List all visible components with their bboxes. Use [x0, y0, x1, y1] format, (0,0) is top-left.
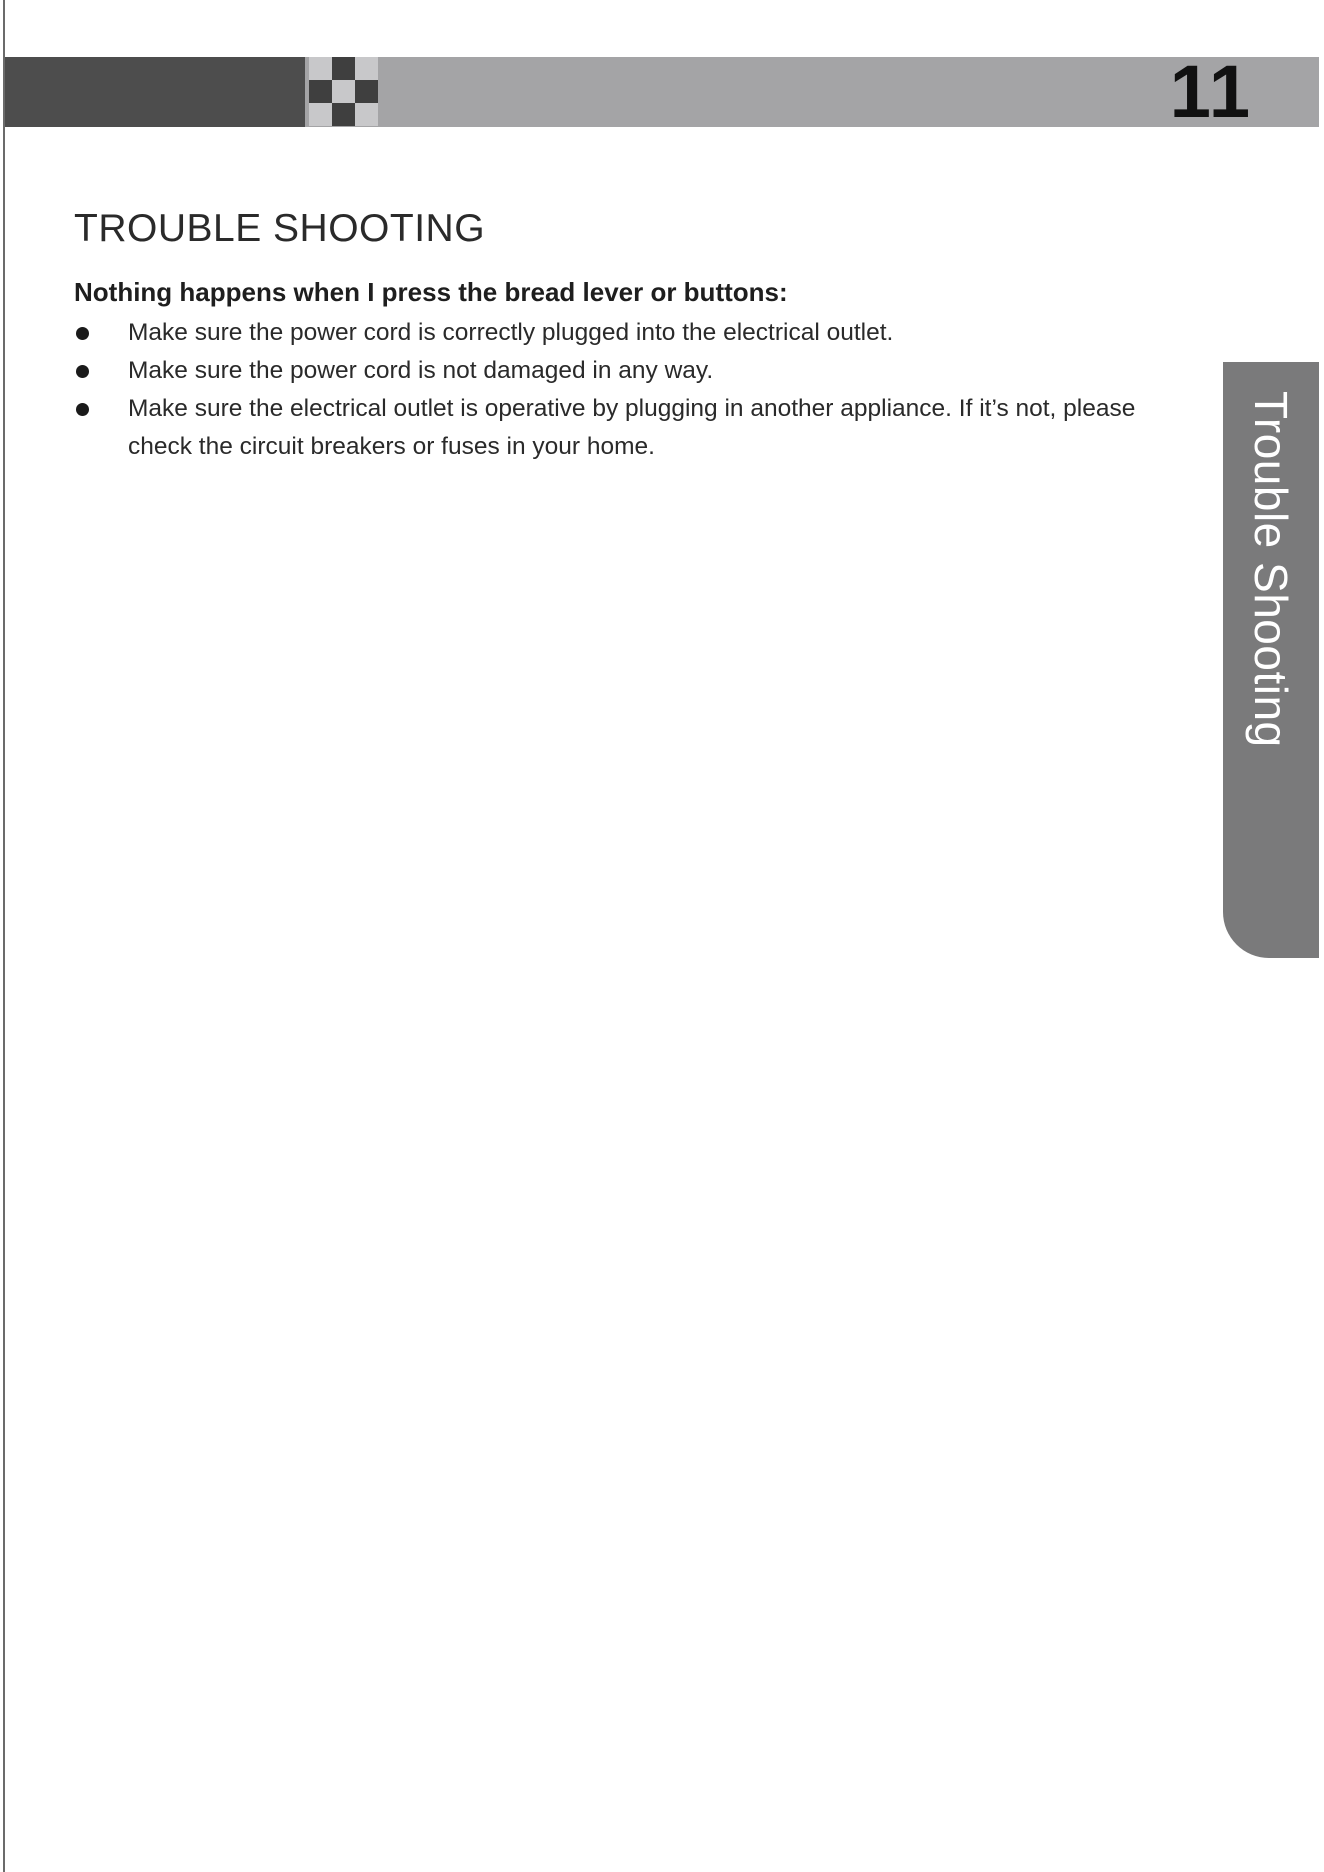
- checker-square: [355, 103, 378, 126]
- checker-square: [309, 80, 332, 103]
- page-left-rule: [3, 0, 5, 1872]
- checker-square: [355, 80, 378, 103]
- tip-item: [74, 352, 1174, 390]
- troubleshooting-tips-list: [74, 314, 1174, 466]
- checker-square: [309, 57, 332, 80]
- header-dark-block: [5, 57, 305, 127]
- tip-text: Make sure the electrical outlet is operative by plugging in another appliance. If it’s not, please check the circuit breakers or fuses in your home.: [128, 395, 1136, 460]
- tip-text: Make sure the power cord is not damaged in any way.: [128, 357, 714, 384]
- bullet-icon: [76, 365, 89, 378]
- header-checker-pattern: [309, 57, 379, 127]
- bullet-icon: [76, 327, 89, 340]
- tip-item: [74, 314, 1174, 352]
- checker-square: [355, 57, 378, 80]
- checker-square: [332, 103, 355, 126]
- page-number: 11: [1169, 50, 1252, 133]
- tip-item: [74, 390, 1174, 466]
- checker-square: [332, 80, 355, 103]
- bullet-icon: [76, 403, 89, 416]
- side-tab-label: Trouble Shooting: [1245, 391, 1297, 748]
- tip-text: Make sure the power cord is correctly plugged into the electrical outlet.: [128, 319, 894, 346]
- section-title: TROUBLE SHOOTING: [74, 207, 486, 250]
- checker-square: [332, 57, 355, 80]
- checker-square: [309, 103, 332, 126]
- troubleshooting-question: Nothing happens when I press the bread lever or buttons:: [74, 277, 788, 307]
